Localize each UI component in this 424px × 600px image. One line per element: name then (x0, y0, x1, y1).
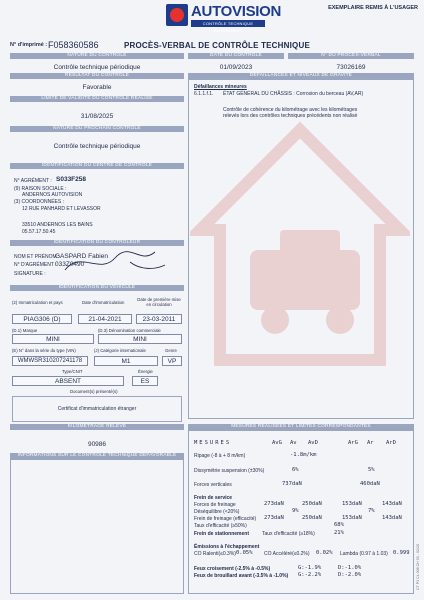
autovision-logo (166, 3, 282, 33)
forces-freinage-label: Forces de freinage (194, 502, 236, 508)
feux-brouil-g: G:-2.2% (298, 572, 322, 578)
km-note-line2: relevés lors des contrôles techniques précédents non réalisé (223, 113, 358, 119)
nature-value: Contrôle technique périodique (53, 64, 141, 71)
frein-eff-label: Frein de freinage (efficacité) (194, 516, 257, 522)
coord-line1: 12 RUE PANHARD ET LEVASSOR (22, 206, 101, 212)
info-header: INFORMATIONS SUR LE CONTRÔLE TECHNIQUE DÉFAVORABLE (10, 453, 184, 459)
nom-label: NOM ET PRÉNOM : (14, 254, 60, 260)
fe-avg: 273daN (264, 515, 284, 521)
feux-brouil-d: D:-2.0% (338, 572, 362, 578)
mineures-title: Défaillances mineures (194, 84, 247, 90)
ripage-value: -1.8m/km (290, 452, 317, 458)
mesures-title: MESURES (194, 440, 232, 446)
prochain-header: NATURE DU PROCHAIN CONTRÔLE (10, 126, 184, 132)
forces-v-label: Forces verticales (194, 482, 232, 488)
date-circ-label: Date de première mise en circulation (137, 297, 181, 307)
immat-value: PIAG306 (D) (12, 314, 72, 324)
doc-label: Document(s) présenté(s) (70, 389, 118, 394)
date-immat-label: Date d'immatriculation (82, 300, 125, 305)
copy-label: EXEMPLAIRE REMIS À L'USAGER (328, 5, 418, 11)
vehicule-header: IDENTIFICATION DU VÉHICULE (10, 285, 184, 291)
date-circ-value: 23-03-2011 (136, 314, 182, 324)
limite-value: 31/08/2025 (80, 113, 114, 120)
nature-header: NATURE DU CONTRÔLE (10, 53, 184, 59)
raison-label: (9) RAISON SOCIALE : (14, 186, 67, 192)
col-avg: AvG (272, 440, 282, 446)
prochain-value: Contrôle technique périodique (53, 143, 141, 150)
km-value: 90986 (87, 441, 107, 448)
marque-value: MINI (12, 334, 94, 344)
taux2-value: 21% (334, 530, 344, 536)
resultat-header: RÉSULTAT DU CONTRÔLE (10, 73, 184, 79)
limite-header: LIMITE DE VALIDITÉ DU CONTRÔLE RÉALISÉ (10, 96, 184, 102)
genre-label: Genre (165, 348, 177, 353)
agr2-value: 033Z0490 (55, 261, 85, 268)
dissym-av: 6% (292, 467, 299, 473)
doc-value: Certificat d'immatriculation étranger (57, 406, 137, 412)
taux-value: 68% (334, 522, 344, 528)
feux-croise-d: D:-1.0% (338, 565, 362, 571)
col-arg: ArG (348, 440, 358, 446)
defect-code: 6.1.1.f.1. (194, 91, 214, 97)
immat-label: (2) Immatriculation et pays (12, 300, 63, 305)
brand-subtitle: CONTRÔLE TECHNIQUE AUTOMOBILE (191, 20, 265, 27)
ripage-label: Ripage (-8 à + 8 m/km) (194, 453, 246, 459)
co-acc-label: CO Accéléré(≤0.2%) (264, 551, 310, 557)
lambda-label: Lambda (0.97 à 1.03) (340, 551, 388, 557)
fe-avd: 250daN (302, 515, 322, 521)
centre-header: IDENTIFICATION DU CENTRE DE CONTRÔLE (10, 163, 184, 169)
col-ar: Ar (367, 440, 374, 446)
mesures-header: MESURES RÉALISÉES ET LIMITES CORRESPONDANTES (188, 424, 414, 430)
date-header: DATE DU CONTRÔLE (188, 53, 284, 59)
date-immat-value: 21-04-2021 (78, 314, 132, 324)
vin-value: WMWSR310207241178 (12, 356, 88, 366)
imprime-row (10, 40, 414, 52)
resultat-value: Favorable (82, 84, 112, 91)
genre-value: VP (162, 356, 182, 366)
ff-avd: 250daN (302, 501, 322, 507)
col-ard: ArD (386, 440, 396, 446)
agr2-label: N° D'AGRÉMENT : (14, 262, 57, 268)
ff-arg: 153daN (342, 501, 362, 507)
marque-label: (D.1) Marque (12, 328, 38, 333)
co-acc-value: 0.02% (316, 550, 333, 556)
side-reference: CT P3 CL 008 CH 03 - 02/20 (416, 544, 420, 590)
defect-item: ÉTAT GÉNÉRAL DU CHÂSSIS : Corrosion du berceau (AV,AR) (223, 91, 364, 97)
nom-value: GASPARD Fabien (55, 253, 108, 260)
taux2-label: Taux d'efficacité (≥18%) (262, 531, 315, 537)
date-value: 01/09/2023 (219, 64, 253, 71)
brand-name: AUTOVISION (191, 3, 282, 20)
emissions-label: Émissions à l'échappement (194, 544, 260, 550)
frein-service-label: Frein de service (194, 495, 233, 501)
fe-arg: 153daN (342, 515, 362, 521)
signature-scribble (60, 240, 170, 285)
cat-value: M1 (94, 356, 158, 366)
pv-header: N° DU PROCÈS-VERBAL (288, 53, 414, 59)
type-label: Type/CNIT (62, 369, 83, 374)
deseq-label: Déséquilibre (<20%) (194, 509, 240, 515)
ff-ard: 143daN (382, 501, 402, 507)
controleur-header: IDENTIFICATION DU CONTRÔLEUR (10, 240, 184, 246)
cat-label: (J) Catégorie internationale (94, 348, 146, 353)
car-watermark-icon (190, 120, 410, 390)
energie-label: Énergie (138, 369, 153, 374)
col-avd: AvD (308, 440, 318, 446)
info-box (10, 459, 184, 594)
forces-v-ar: 460daN (360, 481, 380, 487)
deseq-av: 9% (292, 508, 299, 514)
co-label: CO Ralenti(≤0.3%) (194, 551, 236, 557)
feux-croise-g: G:-1.9% (298, 565, 322, 571)
raison-value: ANDERNOS AUTOVISION (22, 192, 83, 198)
ff-avg: 273daN (264, 501, 284, 507)
agrement-label: N° AGRÉMENT : (14, 178, 52, 184)
coord-line2: 33510 ANDERNOS LES BAINS (22, 222, 93, 228)
agrement-value: S033F258 (56, 176, 86, 183)
type-value: ABSENT (12, 376, 124, 386)
dissym-ar: 5% (368, 467, 375, 473)
denom-label: (D.3) Dénomination commerciale (98, 328, 161, 333)
dissym-label: Dissymétrie suspension (±30%) (194, 468, 265, 474)
km-header: KILOMÉTRAGE RELEVÉ (10, 424, 184, 430)
feux-croise-label: Feux croisement (-2.5% à -0.5%) (194, 566, 271, 572)
coord-label: (3) COORDONNÉES : (14, 199, 65, 205)
col-av: Av (290, 440, 297, 446)
document-title: PROCÈS-VERBAL DE CONTRÔLE TECHNIQUE (124, 41, 310, 50)
denom-value: MINI (98, 334, 182, 344)
imprime-number: F058360586 (48, 40, 99, 50)
imprime-label: N° d'imprimé : (10, 42, 48, 48)
fe-ard: 143daN (382, 515, 402, 521)
signature-label: SIGNATURE : (14, 271, 46, 277)
coord-line3: 05.57.17.50.45 (22, 229, 56, 235)
defaillances-header: DÉFAILLANCES ET NIVEAUX DE GRAVITÉ (188, 73, 414, 79)
taux-label: Taux d'efficacité (≥50%) (194, 523, 247, 529)
energie-value: ES (132, 376, 158, 386)
pv-value: 73026169 (336, 64, 366, 71)
km-note-line1: Contrôle de cohérence du kilométrage avec les kilométrages (223, 107, 358, 113)
forces-v-av: 737daN (282, 481, 302, 487)
feux-brouil-label: Feux de brouillard avant (-3.5% à -1.0%) (194, 573, 289, 579)
logo-mark-icon (166, 4, 188, 26)
co-value: 0.05% (236, 550, 253, 556)
lambda-value: 0.999 (393, 550, 410, 556)
vin-label: (E) N° dans la série du type (VIN) (12, 348, 76, 353)
deseq-ar: 7% (368, 508, 375, 514)
stationnement-label: Frein de stationnement (194, 531, 250, 537)
